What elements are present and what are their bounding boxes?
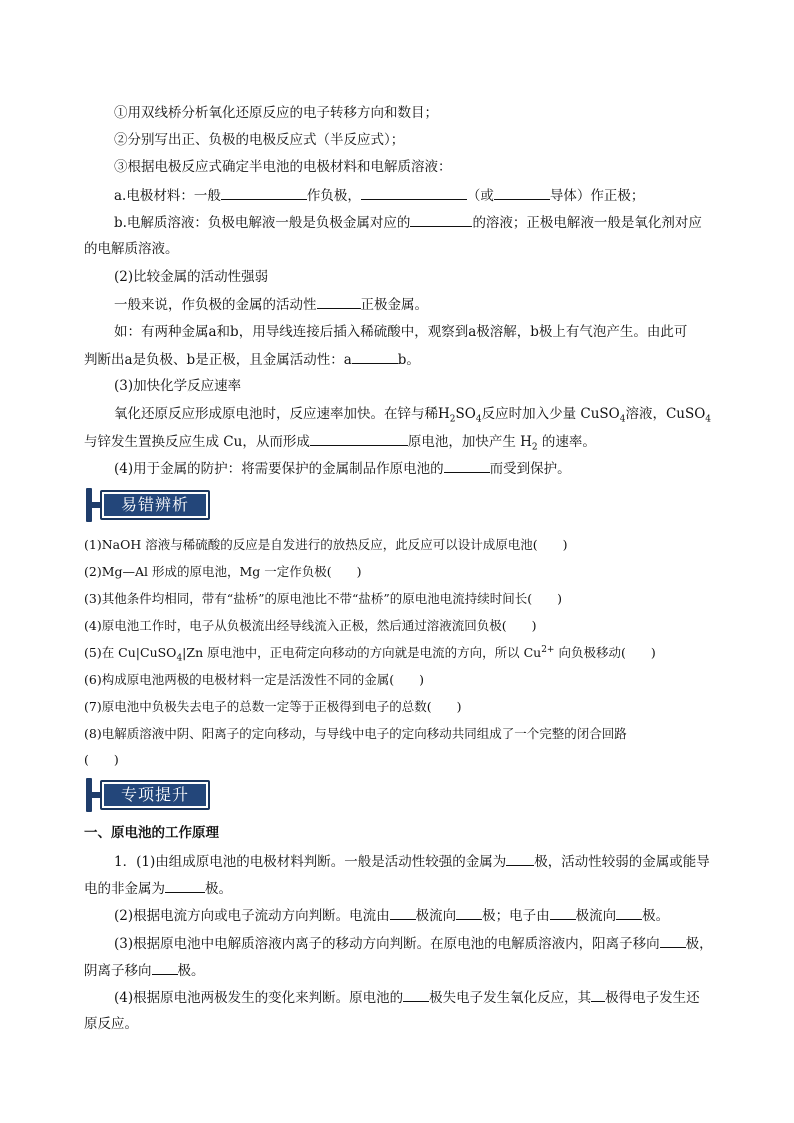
fill-blank[interactable]	[317, 295, 361, 309]
judgement-item	[84, 644, 656, 662]
banner-title: 易错辨析	[120, 495, 189, 514]
text: ③根据电极反应式确定半电池的电极材料和电解质溶液：	[114, 159, 452, 175]
electrode-material-line	[114, 186, 644, 205]
text: (8)电解质溶液中阴、阳离子的定向移动，与导线中电子的定向移动共同组成了一个完整的闭合回路	[84, 726, 627, 741]
rate-text	[114, 405, 711, 423]
text: (3)根据原电池中电解质溶液内离子的移动方向判断。在原电池的电解质溶液内，阳离子移向	[114, 936, 660, 952]
text: 一般来说，作负极的金属的活动性	[114, 297, 317, 313]
text: 极流向	[575, 908, 617, 924]
fill-blank[interactable]	[221, 186, 307, 200]
subscript: 2	[531, 442, 538, 453]
method-step-3	[114, 158, 452, 176]
text: 正极金属。	[360, 297, 428, 313]
subscript: 4	[705, 414, 712, 425]
fill-blank[interactable]	[403, 988, 429, 1002]
text: 与锌发生置换反应生成 Cu，从而形成	[84, 434, 310, 450]
fill-blank[interactable]	[310, 432, 408, 446]
text: (2)Mg—Al 形成的原电池，Mg 一定作负极( )	[84, 564, 362, 579]
rate-text-cont	[84, 432, 596, 451]
fill-blank[interactable]	[660, 934, 686, 948]
protection-text	[114, 459, 571, 478]
section-banner-errors	[86, 488, 212, 522]
question-1-1-cont	[84, 879, 232, 898]
subscript: 4	[475, 414, 482, 425]
text: b。	[397, 352, 420, 368]
text: 极。	[205, 881, 232, 897]
question-1-3-cont	[84, 961, 205, 980]
activity-rule	[114, 295, 428, 314]
method-step-2	[114, 131, 404, 149]
text: (2)根据电流方向或电子流动方向判断。电流由	[114, 908, 390, 924]
text: 判断出a是负极、b是正极，且金属活动性：a	[84, 352, 352, 368]
subheading-activity	[114, 268, 268, 286]
judgement-item	[84, 617, 536, 635]
text: 溶液，CuSO	[625, 406, 706, 422]
text: 原电池，加快产生 H	[407, 434, 532, 450]
section-banner-practice	[86, 778, 212, 812]
text: (7)原电池中负极失去电子的总数一定等于正极得到电子的总数( )	[84, 699, 462, 714]
text: |Zn 原电池中，正电荷定向移动的方向就是电流的方向，所以 Cu	[182, 645, 542, 660]
text: 极。	[177, 963, 205, 979]
fill-blank[interactable]	[456, 906, 482, 920]
judgement-item	[84, 671, 424, 689]
fill-blank[interactable]	[506, 852, 534, 866]
text: 而受到保护。	[489, 461, 571, 477]
electrolyte-line	[114, 213, 702, 232]
text: (6)构成原电池两极的电极材料一定是活泼性不同的金属( )	[84, 672, 424, 687]
method-step-1	[114, 104, 438, 122]
question-1-3	[114, 934, 713, 953]
text: SO	[455, 406, 476, 422]
banner-title: 专项提升	[120, 785, 189, 804]
question-1-2	[114, 906, 669, 925]
text: 的速率。	[537, 434, 596, 450]
text: ( )	[84, 752, 119, 767]
fill-blank[interactable]	[550, 906, 576, 920]
text: 的电解质溶液。	[84, 241, 179, 257]
text: (5)在 Cu|CuSO	[84, 645, 177, 660]
fill-blank[interactable]	[410, 213, 472, 227]
text: 极，活动性较弱的金属或能导	[534, 854, 710, 870]
fill-blank[interactable]	[494, 186, 550, 200]
text: 阴离子移向	[84, 963, 152, 979]
text: ①用双线桥分析氧化还原反应的电子转移方向和数目；	[114, 105, 438, 121]
text: a.电极材料：一般	[114, 188, 221, 204]
text: (3)加快化学反应速率	[114, 378, 242, 394]
superscript: 2+	[541, 644, 555, 655]
text: 作负极，	[306, 188, 361, 204]
text: 向负极移动( )	[554, 645, 656, 660]
text: 如：有两种金属a和b，用导线连接后插入稀硫酸中，观察到a极溶解，b极上有气泡产生。由此可	[114, 324, 688, 340]
subscript: 4	[619, 414, 626, 425]
fill-blank[interactable]	[444, 459, 490, 473]
text: 极；电子由	[482, 908, 550, 924]
text: 氧化还原反应形成原电池时，反应速率加快。在锌与稀H	[114, 406, 450, 422]
text: 的溶液；正极电解液一般是氧化剂对应	[472, 215, 702, 231]
text: b.电解质溶液：负极电解液一般是负极金属对应的	[114, 215, 411, 231]
subheading-rate	[114, 377, 241, 395]
text: 极得电子发生还	[605, 990, 700, 1006]
text: ②分别写出正、负极的电极反应式（半反应式）；	[114, 132, 405, 148]
judgement-item	[84, 725, 627, 743]
topic-heading: 一、原电池的工作原理	[84, 825, 219, 841]
text: 1．(1)由组成原电池的电极材料判断。一般是活动性较强的金属为	[114, 854, 507, 870]
subscript: 4	[176, 653, 183, 664]
judgement-item	[84, 536, 567, 554]
text: 极。	[642, 908, 670, 924]
fill-blank[interactable]	[165, 879, 205, 893]
judgement-item	[84, 590, 562, 608]
activity-example-cont	[84, 350, 420, 369]
text: (4)根据原电池两极发生的变化来判断。原电池的	[114, 990, 404, 1006]
text: 极，	[685, 936, 713, 952]
fill-blank[interactable]	[616, 906, 642, 920]
fill-blank[interactable]	[352, 350, 398, 364]
question-1-1	[114, 852, 710, 871]
text: 电的非金属为	[84, 881, 165, 897]
fill-blank[interactable]	[361, 186, 467, 200]
text: (4)用于金属的防护：将需要保护的金属制品作原电池的	[114, 461, 444, 477]
text: （或	[466, 188, 494, 204]
text: (1)NaOH 溶液与稀硫酸的反应是自发进行的放热反应，此反应可以设计成原电池( )	[84, 537, 568, 552]
text: 原反应。	[84, 1016, 138, 1032]
question-1-4-cont	[84, 1015, 138, 1033]
activity-example	[114, 323, 687, 341]
judgement-item-cont	[84, 751, 119, 769]
text: (2)比较金属的活动性强弱	[114, 269, 269, 285]
question-1-4	[114, 988, 700, 1007]
text: 导体）作正极；	[549, 188, 645, 204]
text: 极流向	[415, 908, 457, 924]
judgement-item	[84, 698, 461, 716]
text: 反应时加入少量 CuSO	[481, 406, 620, 422]
text: (3)其他条件均相同，带有“盐桥”的原电池比不带“盐桥”的原电池电流持续时间长( )	[84, 591, 563, 606]
fill-blank[interactable]	[152, 961, 178, 975]
fill-blank[interactable]	[390, 906, 416, 920]
text: 极失电子发生氧化反应，其	[429, 990, 592, 1006]
judgement-item	[84, 563, 362, 581]
fill-blank[interactable]	[591, 988, 605, 1002]
electrolyte-line-cont	[84, 240, 179, 258]
subscript: 2	[449, 414, 456, 425]
text: (4)原电池工作时，电子从负极流出经导线流入正极，然后通过溶液流回负极( )	[84, 618, 537, 633]
